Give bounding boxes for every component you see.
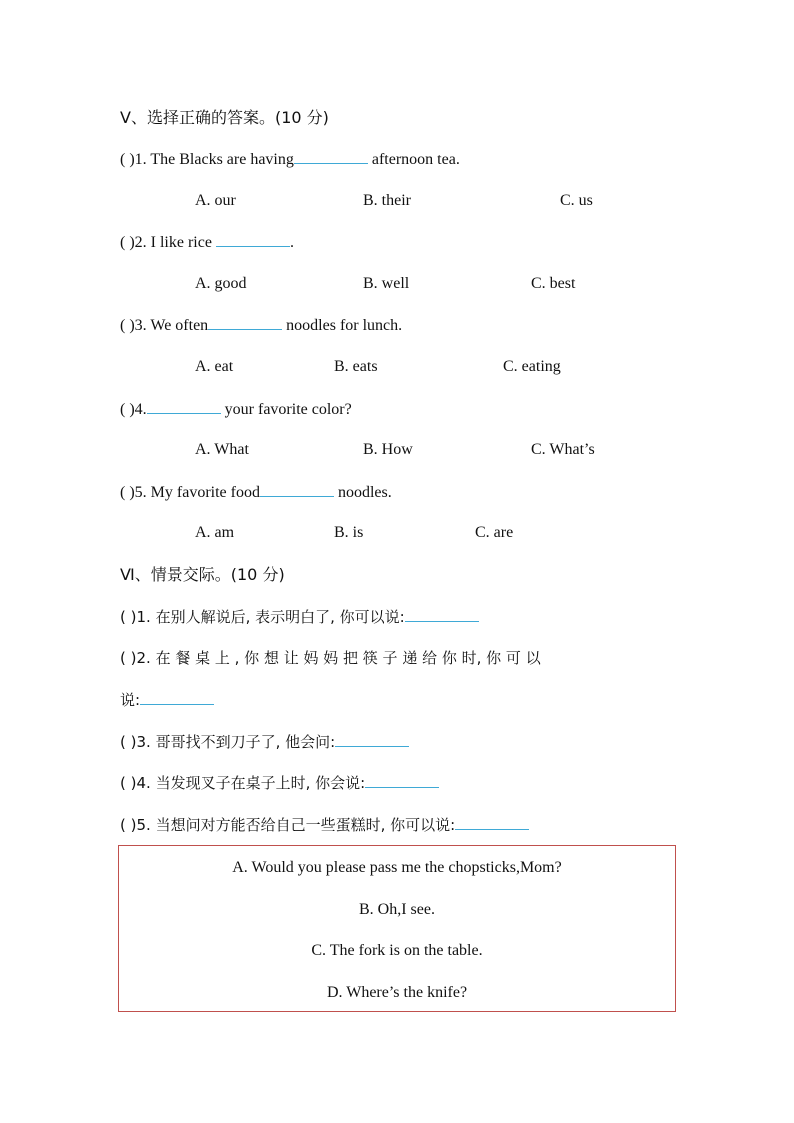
answer-paren[interactable]: ( ) bbox=[120, 234, 135, 251]
option-a: A. eat bbox=[195, 358, 234, 375]
option-a: A. good bbox=[195, 275, 247, 292]
situation-3 bbox=[120, 732, 409, 752]
option-c: C. What’s bbox=[531, 441, 595, 458]
answer-paren[interactable]: ( ) bbox=[120, 608, 137, 626]
option-b: B. well bbox=[363, 275, 410, 292]
fill-blank[interactable] bbox=[294, 149, 368, 164]
question-5-suffix: noodles. bbox=[333, 484, 392, 501]
option-c: C. eating bbox=[503, 358, 561, 375]
option-b: B. their bbox=[363, 192, 411, 209]
answer-paren[interactable]: ( ) bbox=[120, 816, 137, 834]
answer-paren[interactable]: ( ) bbox=[120, 484, 135, 501]
option-c: C. are bbox=[475, 524, 514, 541]
fill-blank[interactable] bbox=[140, 690, 214, 705]
option-a: A. am bbox=[195, 524, 235, 541]
answer-option-b: B. Oh,I see. bbox=[359, 901, 435, 918]
situation-5 bbox=[120, 815, 529, 835]
answer-paren[interactable]: ( ) bbox=[120, 649, 137, 667]
question-3-suffix: noodles for lunch. bbox=[282, 317, 403, 334]
answer-paren[interactable]: ( ) bbox=[120, 733, 137, 751]
question-4 bbox=[120, 399, 352, 420]
fill-blank[interactable] bbox=[455, 815, 529, 830]
question-2 bbox=[120, 232, 294, 253]
question-3-prefix: 3. We often bbox=[134, 317, 209, 334]
situation-5-text: 5. 当想问对方能否给自己一些蛋糕时, 你可以说: bbox=[136, 816, 456, 834]
answer-paren[interactable]: ( ) bbox=[120, 774, 137, 792]
situation-2 bbox=[120, 648, 541, 668]
answer-paren[interactable]: ( ) bbox=[120, 151, 135, 168]
fill-blank[interactable] bbox=[335, 732, 409, 747]
option-b: B. is bbox=[334, 524, 364, 541]
question-5-prefix: 5. My favorite food bbox=[134, 484, 260, 501]
answer-option-d: D. Where’s the knife? bbox=[326, 984, 468, 1001]
question-4-suffix: your favorite color? bbox=[220, 401, 352, 418]
question-1 bbox=[120, 149, 460, 170]
option-a: A. our bbox=[195, 192, 236, 209]
option-c: C. best bbox=[531, 275, 576, 292]
situation-2-continued bbox=[120, 690, 214, 710]
answer-paren[interactable]: ( ) bbox=[120, 401, 135, 418]
question-1-suffix: afternoon tea. bbox=[367, 151, 460, 168]
option-c: C. us bbox=[560, 192, 593, 209]
section-6-title: Ⅵ、情景交际。(10 分) bbox=[120, 565, 285, 584]
option-b: B. How bbox=[363, 441, 413, 458]
situation-3-text: 3. 哥哥找不到刀子了, 他会问: bbox=[136, 733, 336, 751]
section-5-title: Ⅴ、选择正确的答案。(10 分) bbox=[120, 108, 329, 127]
question-1-prefix: 1. The Blacks are having bbox=[134, 151, 294, 168]
fill-blank[interactable] bbox=[365, 773, 439, 788]
fill-blank[interactable] bbox=[405, 607, 479, 622]
question-2-prefix: 2. I like rice bbox=[134, 234, 216, 251]
situation-2-text: 2. 在 餐 桌 上 , 你 想 让 妈 妈 把 筷 子 递 给 你 时, 你 可 以 bbox=[136, 649, 541, 667]
answer-paren[interactable]: ( ) bbox=[120, 317, 135, 334]
situation-4-text: 4. 当发现叉子在桌子上时, 你会说: bbox=[136, 774, 366, 792]
question-4-prefix: 4. bbox=[134, 401, 147, 418]
fill-blank[interactable] bbox=[260, 482, 334, 497]
option-a: A. What bbox=[195, 441, 249, 458]
question-5 bbox=[120, 482, 392, 503]
fill-blank[interactable] bbox=[147, 399, 221, 414]
fill-blank[interactable] bbox=[216, 232, 290, 247]
situation-1 bbox=[120, 607, 479, 627]
question-2-suffix: . bbox=[289, 234, 294, 251]
situation-2-cont-text: 说: bbox=[120, 691, 141, 709]
fill-blank[interactable] bbox=[208, 315, 282, 330]
answer-options-box bbox=[118, 845, 676, 1012]
option-b: B. eats bbox=[334, 358, 378, 375]
situation-4 bbox=[120, 773, 439, 793]
situation-1-text: 1. 在别人解说后, 表示明白了, 你可以说: bbox=[136, 608, 405, 626]
answer-option-a: A. Would you please pass me the chopsticks,Mom? bbox=[232, 859, 562, 876]
question-3 bbox=[120, 315, 402, 336]
answer-option-c: C. The fork is on the table. bbox=[311, 942, 483, 959]
